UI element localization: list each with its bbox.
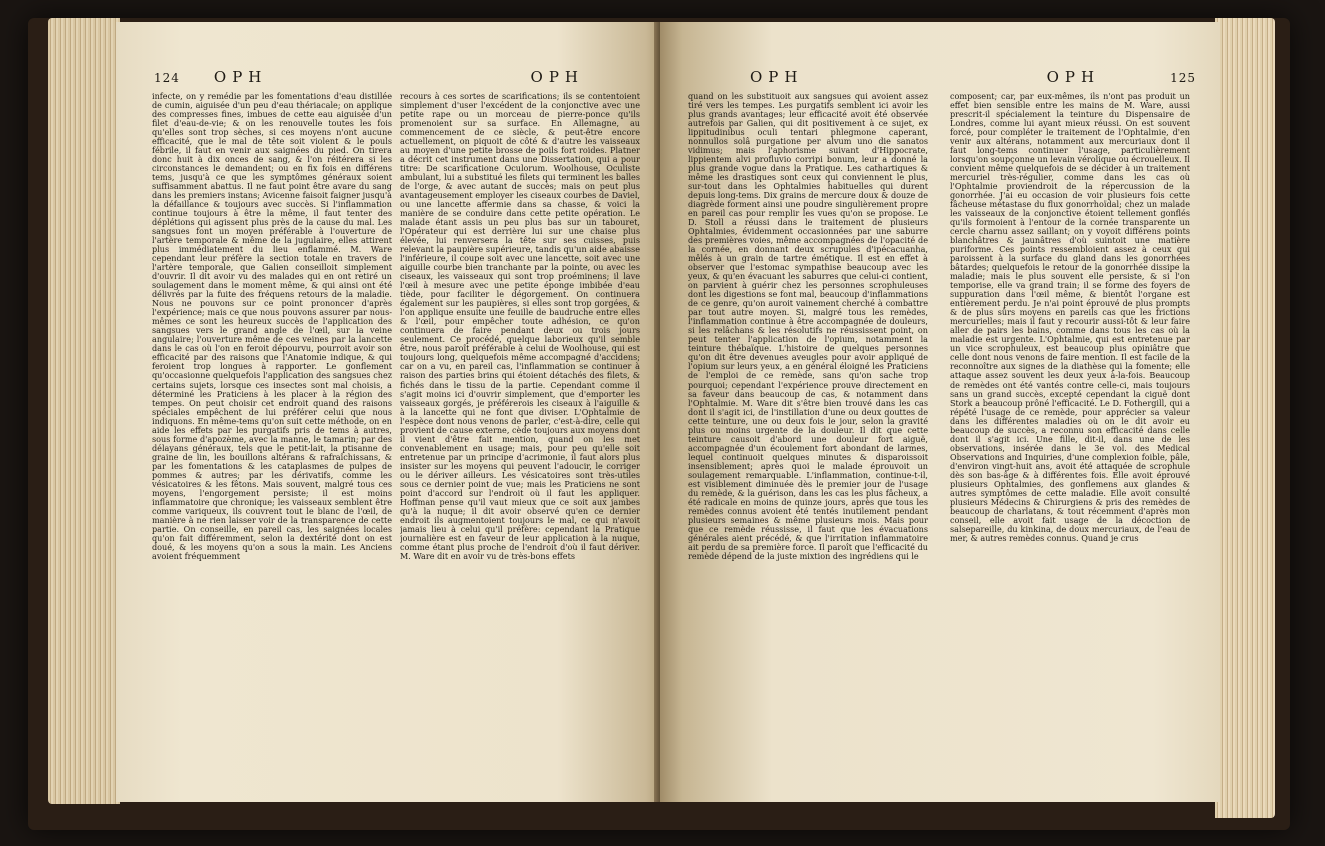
right-column-2: composent; car, par eux-mêmes, ils n'ont pas produit un effet bien sensible entre les mains de M. Ware, aussi prescrit-il spécialement la teinture du Dispensaire de Londres, comme lui ayant mieux réussi. On est souvent forcé, pour compléter le traitement de l'Ophtalmie, d'en venir aux altérans, notamment aux mercuriaux dont il faut long-tems continuer l'usage, particulièrement lorsqu'on soupçonne un levain vérolique ou écrouelleux. Il convient même quelquefois de se décider à un traitement mercuriel très-régulier, comme dans les cas où l'Ophtalmie proviendroit de la répercussion de la gonorrhée. J'ai eu occasion de voir plusieurs fois cette fâcheuse métastase du flux gonorrhoïdal; chez un malade les vaisseaux de la conjonctive étoient tellement gonflés qu'ils formoient à l'entour de la cornée transparente un cercle charnu assez saillant; on y voyoit différens points blanchâtres & jaunâtres d'où suintoit une matière puriforme. Ces points ressembloient assez à ceux qui paroissent à la surface du gland dans les gonorrhées bâtardes; quelquefois le retour de la gonorrhée dissipe la maladie; mais le plus souvent elle persiste, & si l'on temporise, elle va grand train; il se forme des foyers de suppuration dans l'œil même, & bientôt l'organe est entièrement perdu. Je n'ai point éprouvé de plus prompts & de plus sûrs moyens en pareils cas que les frictions mercurielles; mais il faut y recourir aussi-tôt & leur faire aller de pairs les bains, comme dans tous les cas où la maladie est urgente. L'Ophtalmie, qui est entretenue par un vice scrophuleux, est beaucoup plus opiniâtre que celle dont nous venons de faire mention. Il est facile de la reconnoître aux signes de la diathèse qui la fomente; elle attaque assez souvent les deux yeux à-la-fois. Beaucoup de remèdes ont été vantés contre celle-ci, mais toujours sans un grand succès, excepté cependant la ciguë dont Stork a beaucoup prôné l'efficacité. Le D. Fothergill, qui a répété l'usage de ce remède, pour apprécier sa valeur dans les différentes maladies où on le dit avoir eu beaucoup de succès, a reconnu son efficacité dans celle dont il s'agit ici. Une fille, dit-il, dans une de les observations, insérée dans le 3e vol. des Medical Observations and Inquiries, d'une complexion foible, pâle, d'environ vingt-huit ans, avoit été attaquée de scrophule dès son bas-âge & à différentes fois. Elle avoit éprouvé plusieurs Ophtalmies, des gonflemens aux glandes & autres symptômes de cette maladie. Elle avoit consulté plusieurs Médecins & Chirurgiens & pris des remèdes de beaucoup de charlatans, & tout récemment d'après mon conseil, elle avoit fait usage de la décoction de salsepareille, du kinkina, de doux mercuriaux, de l'eau de mer, & autres remèdes connus. Quand je crus (950, 92, 1190, 543)
page-edges-left (48, 18, 120, 804)
left-page-number: 124 (154, 71, 180, 85)
right-header-word-right: OPH (1046, 68, 1101, 86)
left-column-2: recours à ces sortes de scarifications; ils se contentoient simplement d'user l'excédent de la conjonctive avec une petite rape ou un morceau de pierre-ponce qu'ils promenoient sur sa surface. En Allemagne, au commencement de ce siècle, & peut-être encore actuellement, on piquoit de côté & d'autre les vaisseaux au moyen d'une petite brosse de poils fort roides. Platner a décrit cet instrument dans une Dissertation, qui a pour titre: De scarificatione Oculorum. Woolhouse, Oculiste ambulant, lui a substitué les filets qui terminent les balles de l'orge, & avec autant de succès; mais on peut plus avantageusement employer les ciseaux courbes de Daviel, ou une lancette affermie dans sa chasse, & voici la manière de se conduire dans cette petite opération. Le malade étant assis un peu plus bas sur un tabouret, l'Opérateur qui est derrière lui sur une chaise plus élevée, lui renversera la tête sur ses cuisses, puis relevant la paupière supérieure, tandis qu'un aide abaisse l'inférieure, il coupe soit avec une lancette, soit avec une aiguille courbe bien tranchante par la pointe, ou avec les ciseaux, les vaisseaux qui sont trop proéminens; il lave l'œil à mesure avec une petite éponge imbibée d'eau tiède, pour faciliter le dégorgement. On continuera également sur les paupières, si elles sont trop gorgées, & l'on applique ensuite une feuille de baudruche entre elles & l'œil, pour empêcher toute adhésion, ce qu'on continuera de faire pendant deux ou trois jours seulement. Ce procédé, quelque laborieux qu'il semble être, nous paroît préférable à celui de Woolhouse, qui est toujours long, quelquefois même accompagné d'accidens; car on a vu, en pareil cas, l'inflammation se continuer à raison des parties brins qui étoient détachés des filets, & fichés dans le tissu de la partie. Cependant comme il s'agit moins ici d'ouvrir simplement, que d'emporter les vaisseaux gorgés, je préférerois les ciseaux à l'aiguille & à la lancette qui ne font que diviser. L'Ophtalmie de l'espèce dont nous venons de parler, c'est-à-dire, celle qui provient de cause externe, cède toujours aux moyens dont il vient d'être fait mention, quand on les met convenablement en usage; mais, pour peu qu'elle soit entretenue par un principe d'acrimonie, il faut alors plus insister sur les moyens qui peuvent l'adoucir, le corriger ou le dériver ailleurs. Les vésicatoires sont très-utiles sous ce dernier point de vue; mais les Praticiens ne sont point d'accord sur l'endroit où il faut les appliquer. Hoffman pense qu'il vaut mieux que ce soit aux jambes qu'à la nuque; il dit avoir observé qu'en ce dernier endroit ils augmentoient toujours le mal, ce qui n'avoit jamais lieu à celui qu'il préfère: cependant la Pratique journalière est en faveur de leur application à la nuque, comme étant plus proche de l'endroit d'où il faut dériver. M. Ware dit en avoir vu de très-bons effets (400, 92, 640, 561)
left-page (116, 22, 668, 802)
left-running-header (154, 68, 644, 90)
right-running-header (750, 68, 1196, 90)
left-column-1: infecte, on y remédie par les fomentations d'eau distillée de cumin, aiguisée d'un peu d'eau thériacale; on applique des compresses fines, imbues de cette eau aiguisée d'un filet d'eau-de-vie; & on les renouvelle toutes les fois qu'elles sont trop sèches, si ces moyens n'ont aucune efficacité, que le mal de tête soit violent & le pouls fébrile, il faut en venir aux saignées du pied. On tirera donc huit à dix onces de sang, & l'on réitérera si les circonstances le demandent; ou en fix fois en différens tems, jusqu'à ce que les symptômes généraux soient suffisamment abattus. Il ne faut point être avare du sang dans les premiers instans; Avicenne faisoit faigner jusqu'à la défaillance & toujours avec succès. Si l'inflammation continue toujours à être la même, il faut tenter des déplétions qui agissent plus près de la cause du mal. Les sangsues font un moyen préférable à l'ouverture de l'artère temporale & même de la jugulaire, elles attirent plus immédiatement du lieu enflammé. M. Ware cependant leur préfère la section totale en travers de l'artère temporale, que Galien conseilloit simplement d'ouvrir. Il dit avoir vu des malades qui en ont retiré un soulagement dans le moment même, & qui ainsi ont été délivrés par la fuite des fréquens retours de la maladie. Nous ne pouvons sur ce point prononcer d'après l'expérience; mais ce que nous pouvons assurer par nous-mêmes ce sont les heureux succès de l'application des sangsues vers le grand angle de l'œil, sur la veine angulaire; l'ouverture même de ces veines par la lancette dans le cas où l'on en feroit dépourvu, pourroit avoir son efficacité par des raisons que l'Anatomie indique, & qui feroient trop longues à rapporter. Le gonflement qu'occasionne quelquefois l'application des sangsues chez certains sujets, lorsque ces insectes sont mal choisis, a déterminé les Praticiens à les placer à la région des tempes. On peut choisir cet endroit quand des raisons spéciales empêchent de lui préférer celui que nous indiquons. En même-tems qu'on suit cette méthode, on en aide les effets par les purgatifs pris de tems à autres, sous forme d'apozème, avec la manne, le tamarin; par des délayans généraux, tels que le petit-lait, la ptisanne de graine de lin, les bouillons altérans & rafraîchissans, & par les fomentations & les cataplasmes de pulpes de pommes & autres; par les dérivatifs, comme les vésicatoires & les fêtons. Mais souvent, malgré tous ces moyens, l'engorgement persiste; il est moins inflammatoire que chronique; les vaisseaux semblent être comme variqueux, ils couvrent tout le blanc de l'œil, de manière à ne rien laisser voir de la transparence de cette partie. On conseille, en pareil cas, les saignées locales qu'on fait différemment, selon la dextérité dont on est doué, & les moyens qu'on a sous la main. Les Anciens avoient fréquemment (152, 92, 392, 561)
left-header-word-left: OPH (213, 68, 268, 86)
right-header-word-left: OPH (750, 68, 804, 86)
right-page (660, 22, 1220, 802)
left-header-word-right: OPH (530, 68, 584, 86)
right-page-number: 125 (1170, 71, 1196, 85)
right-column-1: quand on les substituoit aux sangsues qui avoient assez tiré vers les tempes. Les purgatifs semblent ici avoir les plus grands avantages; leur efficacité avoit été observée autrefois par Galien, qui dit positivement à ce sujet, ex lippitudinibus oculi tentari phlegmone caperant, nonnullos solâ purgatione per alvum uno die sanatos vidimus; mais l'aphorisme suivant d'Hippocrate, lippientem alvi profluvio corripi bonum, leur a donné la plus grande vogue dans la Pratique. Les cathartiques & même les drastiques sont ceux qui conviennent le plus, sur-tout dans les Ophtalmies habituelles qui durent depuis long-tems. Dix grains de mercure doux & douze de diagrède forment ainsi une poudre singulièrement propre en pareil cas pour remplir les vues qu'on se propose. Le D. Stoll a réussi dans le traitement de plusieurs Ophtalmies, évidemment occasionnées par une saburre des premières voies, même accompagnées de l'opacité de la cornée, en donnant deux scrupules d'ipécacuanha, mêlés à un grain de tartre émétique. Il est en effet à observer que l'estomac sympathise beaucoup avec les yeux, & qu'en évacuant les saburres que celui-ci contient, on parvient à guérir chez les personnes scrophuleuses dont les digestions se font mal, beaucoup d'inflammations de ce genre, qu'on auroit vainement cherché à combattre par tout autre moyen. Si, malgré tous les remèdes, l'inflammation continue à être accompagnée de douleurs, si les relâchans & les résolutifs ne réussissent point, on peut tenter l'application de l'opium, notamment la teinture thébaïque. L'histoire de quelques personnes qu'on dit être devenues aveugles pour avoir appliqué de l'opium sur leurs yeux, a en général éloigné les Praticiens de l'emploi de ce remède, sans qu'on sache trop pourquoi; cependant l'expérience prouve directement en sa faveur dans beaucoup de cas, & notamment dans l'Ophtalmie. M. Ware dit s'être bien trouvé dans les cas dont il s'agit ici, de l'instillation d'une ou deux gouttes de cette teinture, une ou deux fois le jour, selon la gravité plus ou moins urgente de la douleur. Il dit que cette teinture causoit d'abord une douleur fort aiguë, accompagnée d'un écoulement fort abondant de larmes, lequel continuoit quelques minutes & disparoissoit insensiblement; après quoi le malade éprouvoit un soulagement remarquable. L'inflammation, continue-t-il, est visiblement diminuée dès le premier jour de l'usage du remède, & la guérison, dans les cas les plus fâcheux, a été radicale en moins de quinze jours, après que tous les remèdes connus avoient été tentés inutilement pendant plusieurs semaines & même plusieurs mois. Mais pour que ce remède réussisse, il faut que les évacuations générales aient précédé, & que l'irritation inflammatoire ait perdu de sa première force. Il paroît que l'efficacité du remède dépend de la juste mixtion des ingrédiens qui le (688, 92, 928, 561)
page-edges-right (1215, 18, 1275, 818)
